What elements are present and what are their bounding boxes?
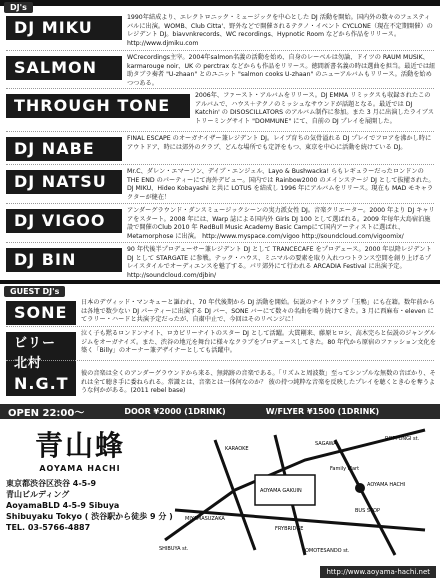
guest-description: 泣く子も黙るロンドンナイト、ロカビリーナイトのスター DJ として活躍。大貫剛来、藤原ヒロシ、高木完らと伝説のジャングルジムをオーガナイズ。また、渋谷の地元を舞台に様々なクラブをプロデュースしてきた。80 年代から原宿のファッション文化を築く「Billy」のオーナー兼デザイナーとしても活躍中。 [81,330,436,355]
map-label: KARAOKE [225,446,249,452]
dj-row [6,92,436,126]
open-time: OPEN 22:00～ [8,408,85,419]
guest-name: SONE [6,301,76,325]
guest-description: 日本のデヴィッド・マンキューと謳われ、70 年代後期から DJ 活動を開始。伝説のナイトクラブ「玉鴨」にも在籍。数年前からは各地で数少ない DJ パーティーに出演する DJ バー、SONE バーにて数々の名曲を鳴り続けてきた。3 月に西麻布・eleven にてラリー・ハードと共演予定だったが、自粛中止で、今回はそのリベンジに！ [81,299,435,324]
dj-description: 1990年結成より、エレクトロニック・ミュージックを中心とした DJ 活動を開始。国内外の数々のフェスティバルに出演。WOMB、Club Citta'、野外などで開催されるテクノ・イベント CYCLONE（現在不定期開催）のレジデント DJ。biavvnkrecords、WC recordings、Hypnotic Room などから作品をリリース。 http://www.djmiku.com [127,14,433,47]
dj-row [6,54,436,88]
dj-row [6,135,436,161]
dj-name: SALMON [6,56,122,80]
map-label: AOYAMA HACHI [367,482,406,488]
map-label: OMOTESANDO st. [305,548,350,554]
dj-name: DJ BIN [6,248,122,272]
divider [6,203,434,204]
guest-row [6,370,436,396]
guest-name: N.G.T [6,372,76,396]
divider [6,50,434,51]
flyer-price: W/FLYER ¥1500 (1DRINK) [265,407,380,416]
dj-name: DJ MIKU [6,16,122,40]
door-price: DOOR ¥2000 (1DRINK) [124,407,226,416]
guest-description: 彼の音楽は全くのアンダーグラウンドから来る、無銘跡の音楽である。「リズムと周波数」至ってシンプルな無数の音ばかり、それは全て聴き手に委ねられる。常識とは、音楽とは一体何なのか？ 彼の持つ純粋な音楽を反映したプレイを聴くとき心を奪うような何かがある。(2011 rebel base) [81,370,436,395]
dj-description: Mr.C、ダレン・エマーソン、デイブ・エンジェル、Layo & Bushwacka! らもレギュラーだったロンドンの THE END のパーティーにて海外デビュー。国内では Rainbow2000 のメインステージ DJ として抜擢された。DJ MIKU、Hideo Kobayashi と共に LOTUS を結成し 1996 年にアルバムをリリース。現在も MAD モキャラクターが健在！ [127,168,435,201]
address-line: 青山ビルディング [6,490,70,499]
map-road [215,440,255,550]
dj-name: DJ VIGOO [6,209,122,233]
venue-map [155,420,435,560]
venue-logo [30,424,130,473]
dj-row [6,207,436,241]
address-line: TEL. 03-5766-4887 [6,523,91,532]
divider [6,164,434,165]
map-label: ROPPONGI st. [385,436,420,442]
website-link[interactable]: http://www.aoyama-hachi.net [320,566,436,578]
divider [6,360,434,361]
map-road [335,440,395,555]
venue-marker [355,483,365,493]
map-label: BUS STOP [355,508,381,514]
dj-row [6,246,436,280]
venue-address [6,478,173,533]
dj-name: DJ NATSU [6,170,122,194]
dj-description: 2006年、ファースト・アルバムをリリース。DJ EMMA リミックスも収録されたこのアルバムで、ハウス＋テクノのミッシュなサウンドが話題となる。最近では DJ Katchin' の DISOSCILLATORS のアルバム制作に参加。また 3 月に出演したライブストリーミングサイト "DOMMUNE" にて、自前の DJ プレイを展開した。 [195,92,434,125]
map-label: FRYBRIDGE [275,526,304,532]
map-label: MIYAMASUZAKA [185,516,225,522]
dj-description: WCrecordings主宰。2004年salmon名義の活動を始め、自身のレーベルは勿論、ドイツの RAUM MUSIK、karmarouge noir、UK の perctrax などからも作品をリリース。徳間新書名義の時は選曲を担当。最近では紐助タブラ奏者 "U-zhaan" とのユニット "salmon cooks U-zhaan" のニューアルバムもリリース。活動を始めつつある。 [127,54,436,87]
address-line: AoyamaBLD 4-5-9 Sibuya [6,501,120,510]
venue-logo-kanji: 青山蜂 [34,429,125,462]
map-label: AOYAMA GAKUIN [260,488,302,494]
address-line: 東京都渋谷区渋谷 4-5-9 [6,479,97,488]
dj-row [6,14,436,48]
dj-description: 90 年代後半プロデューサー兼レジデント DJ として TRANCECAFE をプロデュース。2000 年以降レジデント DJ として STARGATE に参戦。テック・ハウス、ミニマルの要素を取り入れつつトランス空間を創り上げるプレイスタイルでオーディエンスを魅了する。パリ郊外にて行われる ARCADIA Festival に出演予定。 http://soundcloud.com/djbin/ [127,246,432,279]
venue-logo-text: AOYAMA HACHI [39,464,121,473]
divider [6,88,434,89]
dj-name: THROUGH TONE [6,94,190,118]
open-bar [0,404,440,419]
divider [6,326,434,327]
dj-row [6,168,436,202]
map-label: SHIBUYA st. [159,546,189,552]
dj-description: FINAL ESCAPE のオーガナイザー兼レジデント DJ。レイブ育ちの気骨溢れる DJ プレイでフロアを沸かし時にアウトドア、時には郊外のクラブ、どんな場所でも定評をもつ、東京を中心に活動を続けている DJ。 [127,135,432,151]
section-bar [0,280,440,284]
guest-djs-header: GUEST DJ's [4,286,65,297]
address-line: Shibuyaku Tokyo ( 渋谷駅から徒歩 9 分 ) [6,512,173,521]
dj-description: アンダーグラウンド・ダンスミュージックシーンの実力派女性 DJ。音楽クリエーター。2000 年より DJ キャリアをスタート。2008 年には、Warp 誌による国内外 Girls DJ 100 として選ばれる。2009 年毎年大島宿泊施設で開催のClub 2010 年 RedBull Music Academy Basic Campにて国内アーティストに選ばれ、Metamorphose に出演。 http://www.myspace.com/vigoo http://soundcloud.com/vigoomix/ [127,207,435,240]
guest-name: ビリー北村 [6,332,76,376]
dj-name: DJ NABE [6,137,122,161]
divider [6,242,434,243]
djs-header: DJ's [4,2,33,13]
divider [6,131,434,132]
guest-row [6,299,436,325]
map-label: SAGAWA [315,441,337,447]
top-bar [0,0,440,6]
guest-row [6,330,436,371]
map-label: Family Mart [330,466,360,472]
